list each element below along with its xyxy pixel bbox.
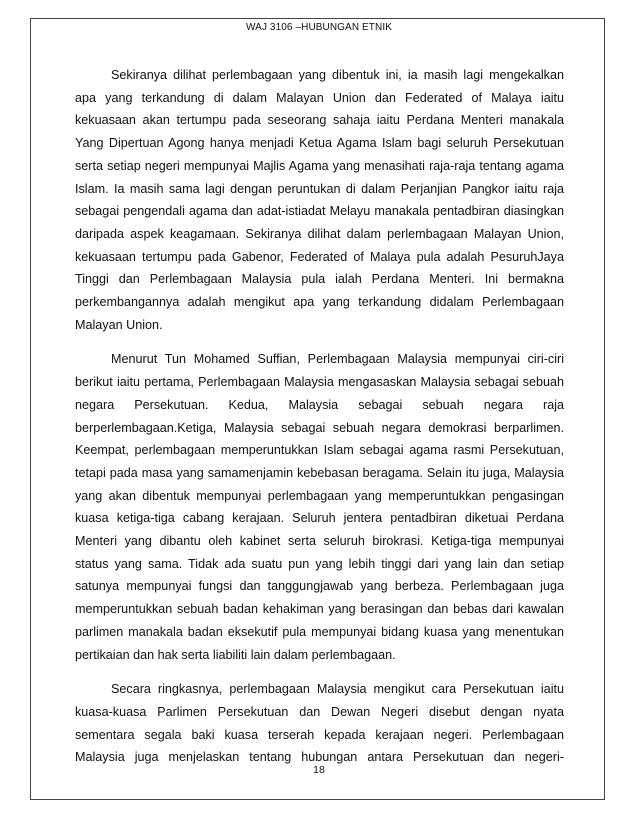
page-number: 18 [313,764,325,776]
paragraph-3: Secara ringkasnya, perlembagaan Malaysia mengikut cara Persekutuan iaitu kuasa-kuasa Parlimen Persekutuan dan Dewan Negeri disebut dengan nyata sementara segala baki kuasa terserah kepada kerajaan negeri. Perlembagaan Malaysia juga menjelaskan tentang hubungan antara Persekutuan dan negeri- [75,682,564,765]
running-header: WAJ 3106 –HUBUNGAN ETNIK [246,22,392,33]
document-body [75,64,564,781]
paragraph-2: Menurut Tun Mohamed Suffian, Perlembagaan Malaysia mempunyai ciri-ciri berikut iaitu pertama, Perlembagaan Malaysia mengasaskan Malaysia sebagai sebuah negara Persekutuan. Kedua, Malaysia sebagai sebuah negara raja berperlembagaan.Ketiga, Malaysia sebagai sebuah negara demokrasi berparlimen. Keempat, perlembagaan memperuntukkan Islam sebagai agama rasmi Persekutuan, tetapi pada masa yang samamenjamin kebebasan beragama. Selain itu juga, Malaysia yang akan dibentuk mempunyai perlembagaan yang memperuntukkan pengasingan kuasa ketiga-tiga cabang kerajaan. Seluruh jentera pentadbiran diketuai Perdana Menteri yang dibantu oleh kabinet serta seluruh birokrasi. Ketiga-tiga mempunyai status yang sama. Tidak ada suatu pun yang lebih tinggi dari yang lain dan setiap satunya mempunyai fungsi dan tanggungjawab yang berbeza. Perlembagaan juga memperuntukkan sebuah badan kehakiman yang berasingan dan bebas dari kawalan parlimen manakala badan eksekutif pula mempunyai bidang kuasa yang menentukan pertikaian dan hak serta liabiliti lain dalam perlembagaan. [75,352,564,662]
paragraph-1: Sekiranya dilihat perlembagaan yang dibentuk ini, ia masih lagi mengekalkan apa yang terkandung di dalam Malayan Union dan Federated of Malaya iaitu kekuasaan akan tertumpu pada seseorang sahaja iaitu Perdana Menteri manakala Yang Dipertuan Agong hanya menjadi Ketua Agama Islam bagi seluruh Persekutuan serta setiap negeri mempunyai Majlis Agama yang menasihati raja-raja tentang agama Islam. Ia masih sama lagi dengan peruntukan di dalam Perjanjian Pangkor iaitu raja sebagai pengendali agama dan adat-istiadat Melayu manakala pentadbiran diasingkan daripada aspek keagamaan. Sekiranya dilihat dalam perlembagaan Malayan Union, kekuasaan tertumpu pada Gabenor, Federated of Malaya pula adalah PesuruhJaya Tinggi dan Perlembagaan Malaysia pula ialah Perdana Menteri. Ini bermakna perkembangannya adalah mengikut apa yang terkandung didalam Perlembagaan Malayan Union. [75,68,564,332]
